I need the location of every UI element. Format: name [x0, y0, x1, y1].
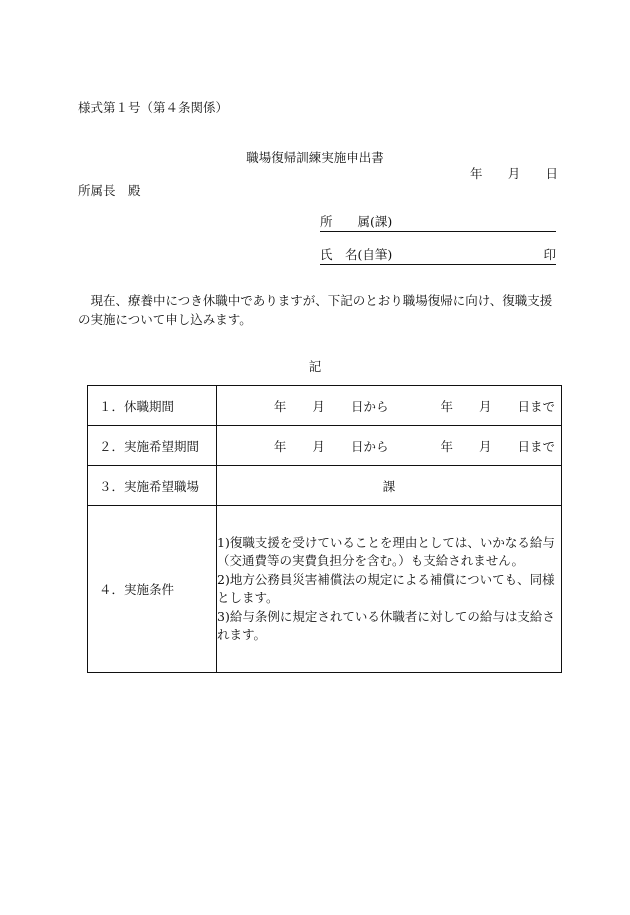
- desired-workplace-value[interactable]: 課: [217, 466, 562, 506]
- date-line: [470, 164, 558, 182]
- to-day-label: 日まで: [517, 398, 555, 414]
- addressee: 所属長 殿: [78, 183, 141, 198]
- table-row: [88, 466, 562, 506]
- ki-heading: 記: [308, 359, 322, 374]
- from-month-label: 月: [312, 438, 325, 454]
- date-month-label: 月: [507, 166, 521, 181]
- from-month-label: 月: [312, 398, 325, 414]
- name-label: 氏 名(自筆): [320, 247, 393, 262]
- from-day-label: 日から: [350, 438, 389, 454]
- desired-workplace-label: ３．実施希望職場: [88, 466, 217, 506]
- condition-item: 1)復職支援を受けていることを理由としては、いかなる給与（交通費等の実費負担分を含む。）も支給されません。: [217, 534, 555, 568]
- request-table: [87, 385, 562, 673]
- conditions-label: ４．実施条件: [88, 506, 217, 673]
- date-year-label: 年: [470, 166, 483, 181]
- seal-mark: 印: [543, 247, 556, 262]
- leave-period-label: １．休職期間: [88, 386, 217, 426]
- body-paragraph: 現在、療養中につき休職中でありますが、下記のとおり職場復帰に向け、復職支援の実施について申し込みます。: [78, 293, 553, 327]
- table-row: [88, 506, 562, 673]
- table-row: [88, 426, 562, 466]
- desired-period-label: ２．実施希望期間: [88, 426, 217, 466]
- desired-period-value[interactable]: [217, 426, 562, 466]
- name-field[interactable]: [320, 245, 556, 265]
- table-row: [88, 386, 562, 426]
- from-year-label: 年: [273, 398, 287, 414]
- conditions-text: [217, 506, 562, 673]
- to-year-label: 年: [440, 438, 453, 454]
- condition-item: 2)地方公務員災害補償法の規定による補償についても、同様とします。: [217, 571, 555, 605]
- affiliation-field[interactable]: [320, 212, 556, 232]
- to-month-label: 月: [478, 438, 492, 454]
- to-year-label: 年: [440, 398, 453, 414]
- from-day-label: 日から: [350, 398, 389, 414]
- to-month-label: 月: [478, 398, 492, 414]
- form-number: 様式第１号（第４条関係）: [78, 100, 229, 115]
- from-year-label: 年: [273, 438, 287, 454]
- date-day-label: 日: [545, 166, 558, 181]
- document-title: 職場復帰訓練実施申出書: [246, 150, 384, 165]
- leave-period-value[interactable]: [217, 386, 562, 426]
- affiliation-label: 所 属(課): [320, 214, 393, 229]
- to-day-label: 日まで: [517, 438, 555, 454]
- condition-item: 3)給与条例に規定されている休職者に対しての給与は支給されます。: [217, 608, 555, 642]
